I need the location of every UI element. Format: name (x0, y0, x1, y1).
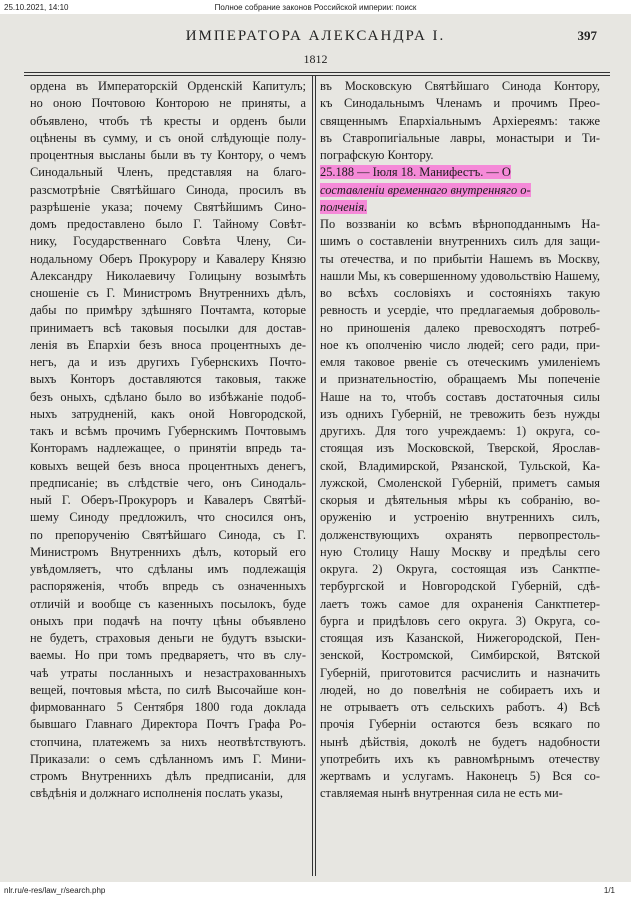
decree-body-line: По воззваніи ко всѣмъ вѣрноподданнымъ На- (320, 217, 600, 231)
left-column-line: ковыхъ вещей безъ вноса процентныхъ денегъ, (30, 458, 306, 473)
print-header (0, 0, 631, 14)
left-column-line: не будетъ, страховыя деньги не будутъ взыски- (30, 631, 306, 645)
print-timestamp: 25.10.2021, 14:10 (4, 3, 69, 12)
left-column-line: Приказали: о семъ сдѣланномъ имъ Г. Мини- (30, 751, 306, 766)
right-column-top-line: въ Ставропигіальные лавры, монастыри и Ти- (320, 130, 600, 145)
decree-body-line: но приношенія далеко превосходятъ потреб- (320, 320, 600, 335)
decree-heading-line-1: 25.188 — Іюля 18. Манифестъ. — О (320, 165, 511, 180)
left-column-line: ленія въ Епархіи безъ вноса процентныхъ де- (30, 337, 306, 352)
running-head (0, 28, 631, 48)
left-column-line: ваемы. Но при томъ предваряетъ, что въ слу- (30, 648, 306, 663)
decree-body-line: ревность и усердіе, что предлагаемыя доброволь- (320, 303, 600, 318)
decree-body-line: ставляемая нынѣ внутренная сила не есть ми- (320, 786, 563, 801)
decree-body-line: ты отечества, и по прибытіи Нашемъ въ Москву, (320, 251, 600, 266)
decree-body-line: лужской, Смоленской Губерній, приметъ самыя (320, 475, 600, 490)
decree-body-line: людей, но до повелѣнія не собираетъ ихъ и (320, 682, 600, 697)
decree-body-line: ное къ ополченію число людей; сего ради, при- (320, 337, 600, 352)
scanned-page (0, 14, 631, 882)
left-column-line: ный Г. Оберъ-Прокуроръ и Кавалеръ Святѣй- (30, 493, 306, 507)
left-column-line: процентныя высланы были въ ту Контору, о чемъ (30, 148, 306, 162)
right-column-top-line: священнымъ Епархіальнымъ Архіереямъ: также (320, 113, 600, 128)
right-column-top-line: въ Московскую Святѣйшаго Синода Контору, (320, 79, 600, 93)
column-divider (312, 76, 313, 876)
book-page-number: 397 (577, 28, 597, 43)
decree-body-line: другихъ. Для того учреждаемъ: 1) округа, со- (320, 424, 600, 438)
left-column-line: сношеніе съ Г. Министромъ Внутреннихъ дѣлъ, (30, 286, 306, 300)
left-column-line: стопчина, платежемъ за нихъ неотвѣтствуютъ. (30, 734, 306, 749)
left-column-line: оныхъ при подачѣ на почту цѣны объявлено (30, 613, 306, 628)
decree-body-line: скорыя и дѣятельныя мѣры къ собранію, во- (320, 493, 600, 507)
left-column-line: но оною Почтовою Конторою не приняты, а (30, 96, 306, 111)
left-column-line: Синодальный Членъ, представляя на благо- (30, 165, 306, 180)
left-column-line: ныхъ затрудненій, какъ оной Новгородской, (30, 406, 306, 421)
left-column-line: распоряженія, чтобъ впредь съ означенныхъ (30, 579, 306, 594)
decree-body-line: шимъ о составленіи внутреннихъ силъ для защи- (320, 234, 600, 249)
left-column-line: нодальному Оберъ Прокурору и Кавалеру Князю (30, 251, 306, 266)
decree-body-line: ную Столицу Нашу Москву и предѣлы сего (320, 544, 600, 559)
left-column-line: шему Синоду предложилъ, что сносился онъ, (30, 510, 306, 525)
decree-body-line: бурга и придѣловъ сего округа. 3) Округа, со- (320, 613, 600, 628)
decree-body-line: округа. 2) Округа, состоящая изъ Санктпе- (320, 562, 600, 576)
right-column-continuation (320, 78, 600, 164)
left-column-line: разсмотрѣніе Святѣйшаго Синода, просилъ въ (30, 182, 306, 197)
column-divider-inner (315, 76, 316, 876)
decree-body-line: нынѣ дѣйствія, доколѣ не будетъ надобности (320, 734, 600, 749)
left-column-line: Конторамъ надлежащее, о принятіи впредь та- (30, 441, 306, 456)
year-heading: 1812 (303, 52, 328, 66)
left-column-line: чаѣ утраты посланныхъ и незастрахованныхъ (30, 665, 306, 680)
left-column-line: фирмованнаго 5 Сентября 1800 года доклада (30, 700, 306, 714)
left-column-line: принимаетъ всѣ таковыя посылки для достав- (30, 320, 306, 335)
left-column-line: безъ оныхъ, сдѣлано было во избѣжаніе подоб- (30, 389, 306, 404)
print-url: nlr.ru/e-res/law_r/search.php (4, 886, 106, 895)
decree-body-line: изъ однихъ Губерній, не тревожить безъ нужды (320, 406, 600, 421)
print-footer (0, 884, 631, 900)
left-column-line: Министромъ Внутреннихъ дѣлъ, который его (30, 544, 306, 559)
decree-body-line: Губерній, приготовится расчислить и назначить (320, 665, 600, 680)
left-column-line: разрѣшеніе указа; почему Святѣйшимъ Сино- (30, 199, 306, 214)
left-column-line: нику, Государственнаго Совѣта Члену, Си- (30, 234, 306, 249)
right-column-top-line: пографскую Контору. (320, 148, 434, 162)
left-column-line: ордена въ Императорскій Орденскій Капитулъ; (30, 79, 306, 93)
left-column-line: дабы по примѣру здѣшняго Почтамта, которые (30, 303, 306, 318)
decree-body-line: употребить ихъ къ равномѣрнымъ отечеству (320, 751, 600, 766)
decree-body-line: стоящая изъ Казанской, Нижегородской, Пен- (320, 631, 600, 645)
decree-body-line: и признательностію, обращаемъ Мы попеченіе (320, 372, 600, 387)
decree-body (320, 216, 600, 803)
left-column-line: вещей, почтовыя мѣста, по силѣ Высочайше кон- (30, 682, 306, 697)
left-column-line: негъ, да и изъ другихъ Губернскихъ Почто- (30, 355, 306, 369)
left-column-line: такъ и всѣмъ прочимъ Губернскимъ Почтовымъ (30, 424, 306, 438)
decree-body-line: прочія Губерніи остаются безъ всякаго по (320, 717, 600, 732)
right-text-column (320, 78, 600, 803)
left-column-line: оцѣнены въ сумму, и съ оной слѣдующіе полу- (30, 130, 306, 145)
left-column-line: домъ предоставлено было Г. Тайному Совѣт- (30, 217, 306, 231)
decree-body-line: стоящая изъ Московской, Тверской, Ярослав- (320, 441, 600, 456)
decree-body-line: нашли Мы, къ совершенному удовольствію Нашему, (320, 268, 600, 283)
decree-body-line: Наше на то, чтобъ составъ достаточныя силы (320, 389, 600, 404)
left-column-line: стромъ Внутреннихъ дѣлъ предписаніи, для (30, 769, 306, 783)
decree-body-line: лаетъ тожъ самое для охраненія Санктпетер- (320, 596, 600, 611)
decree-body-line: долженствующихъ охранять первопрестоль- (320, 527, 600, 542)
left-column-line: отличій и вообще съ казенныхъ посылокъ, буде (30, 596, 306, 611)
decree-body-line: во всѣхъ сословіяхъ и состояніяхъ такую (320, 286, 600, 300)
print-page-title: Полное собрание законов Российской империи: поиск (214, 3, 417, 12)
decree-heading-line-2: составленіи временнаго внутренняго о- (320, 182, 531, 197)
decree-heading (320, 164, 600, 216)
running-title: ИМПЕРАТОРА АЛЕКСАНДРА I. (185, 28, 446, 44)
left-text-column (30, 78, 306, 803)
decree-body-line: тербургской и Новгородской Губерній, сдѣ- (320, 579, 600, 594)
print-page-count: 1/1 (603, 886, 615, 895)
decree-heading-line-3: полченія. (320, 199, 368, 214)
decree-body-line: жертвамъ и услугамъ. Наконецъ 5) Вся со- (320, 769, 600, 783)
left-column-line: выхъ Конторъ доставляются таковыя, также (30, 372, 306, 387)
top-rule (24, 72, 610, 73)
left-column-line: увѣдомляетъ, что сдѣланы имъ подлежащія (30, 562, 306, 576)
decree-body-line: оруженію и устроенію внутреннихъ силъ, (320, 510, 600, 525)
left-column-line: по препорученію Святѣйшаго Синода, съ Г. (30, 527, 306, 542)
left-column-line: предписаніе; въ слѣдствіе чего, онъ Синодаль- (30, 475, 306, 490)
right-column-top-line: къ Синодальнымъ Членамъ и прочимъ Прео- (320, 96, 600, 111)
left-column-line: объявлено, чтобъ тѣ кресты и орденъ были (30, 113, 306, 128)
left-column-line: бывшаго Главнаго Директора Почтъ Графа Ро- (30, 717, 306, 732)
left-column-line: Александру Николаевичу Голицыну возымѣть (30, 268, 306, 283)
left-column-line: свѣдѣнія и должнаго исполненія послать указы, (30, 786, 283, 801)
decree-body-line: ской, Владимирской, Рязанской, Тульской, Ка- (320, 458, 600, 473)
top-rule-inner (24, 75, 610, 76)
decree-body-line: не отрываетъ отъ сельскихъ работъ. 4) Всѣ (320, 700, 600, 714)
decree-body-line: зенской, Костромской, Симбирской, Вятской (320, 648, 600, 663)
decree-body-line: емля таковое рвеніе съ отеческимъ умиленіемъ (320, 355, 600, 369)
